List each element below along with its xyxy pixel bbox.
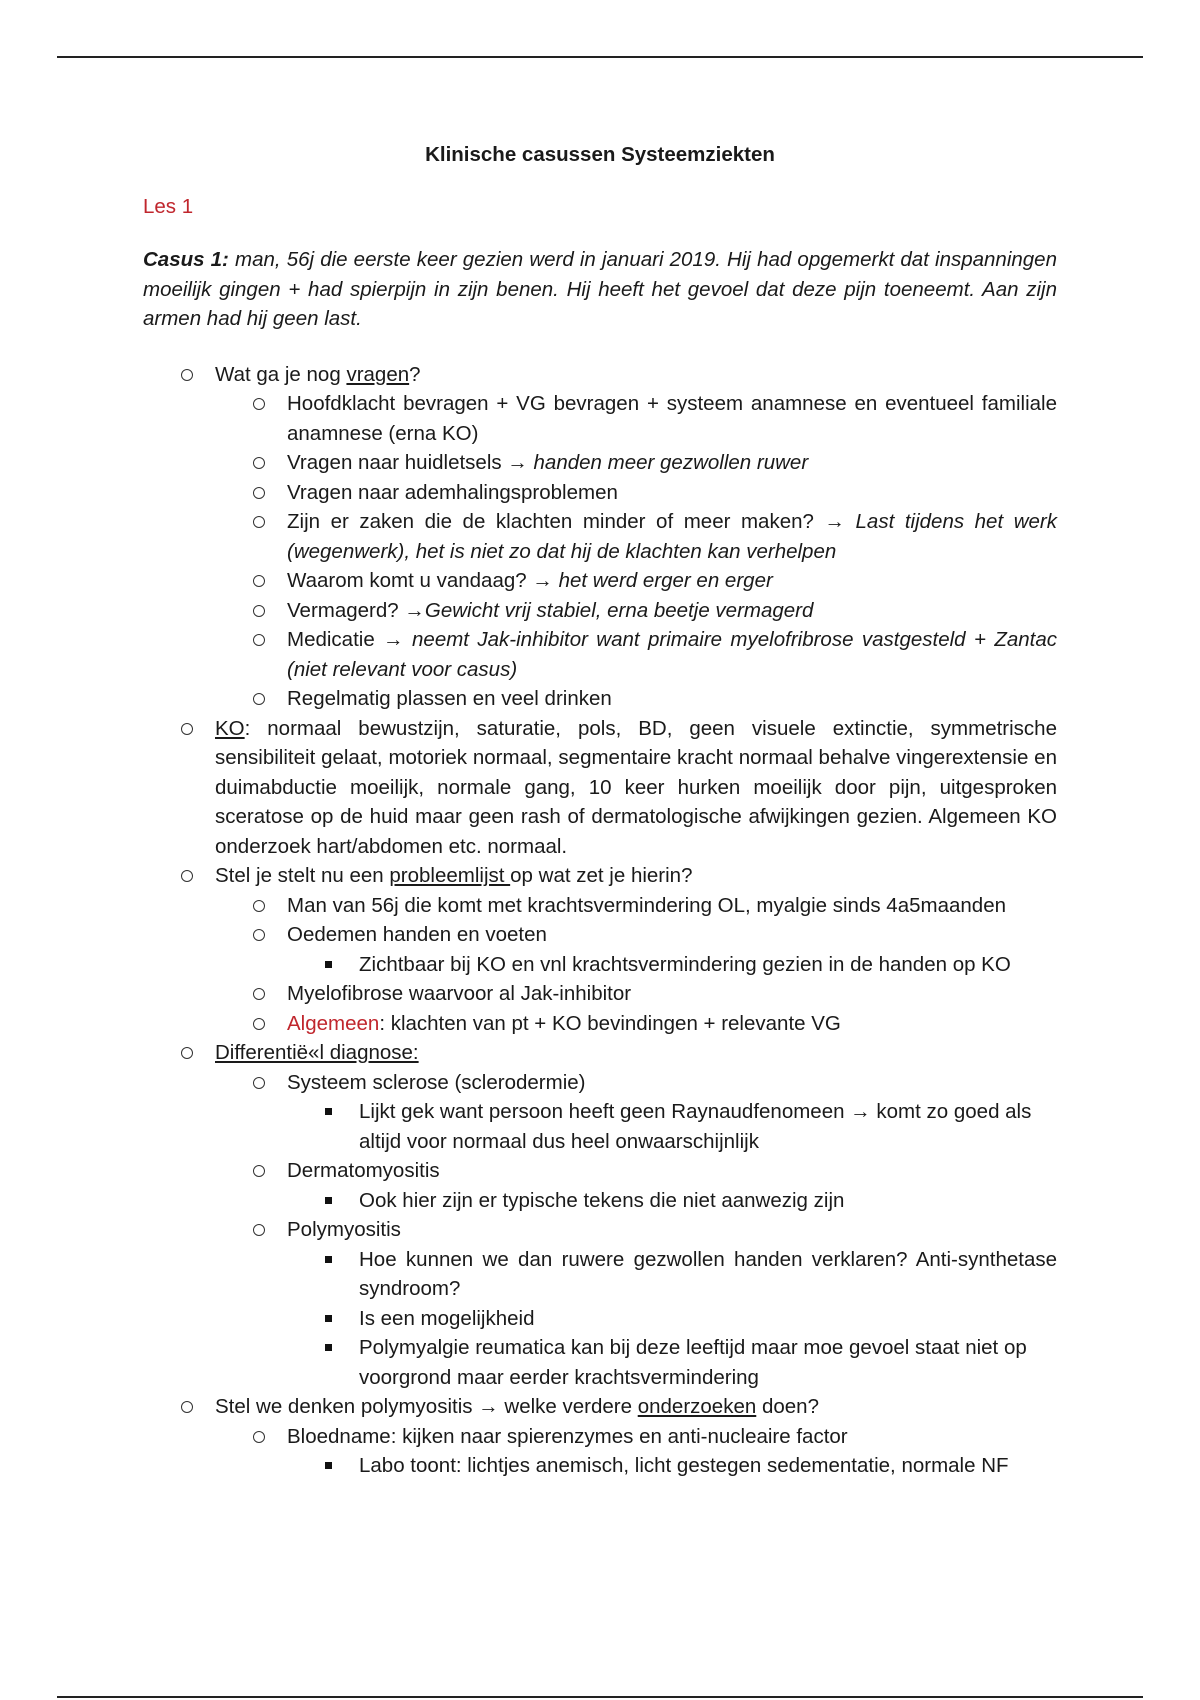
nested-list [287, 1245, 1057, 1393]
case-intro [143, 245, 1057, 334]
list-item: Waarom komt u vandaag? → het werd erger en erger [215, 566, 1057, 596]
list-item: Vermagerd? →Gewicht vrij stabiel, erna beetje vermagerd [215, 596, 1057, 626]
page-title: Klinische casussen Systeemziekten [425, 143, 775, 166]
case-label: Casus 1: [143, 248, 229, 271]
list-item: Polymyositis Hoe kunnen we dan ruwere gezwollen handen verklaren? Anti-synthetase syndroom? Is een mogelijkheid Polymyalgie reumatica kan bij deze leeftijd maar moe gevoel staat niet op voorgrond maar eerder krachtsvermindering [215, 1215, 1057, 1392]
circle-bullet-icon [253, 605, 265, 617]
list-item: Is een mogelijkheid [287, 1304, 1057, 1334]
list-item: Hoofdklacht bevragen + VG bevragen + systeem anamnese en eventueel familiale anamnese (erna KO) [215, 389, 1057, 448]
circle-bullet-icon [253, 988, 265, 1000]
list-item: Zichtbaar bij KO en vnl krachtsvermindering gezien in de handen op KO [287, 950, 1057, 980]
square-bullet-icon [325, 1462, 332, 1469]
circle-bullet-icon [181, 1047, 193, 1059]
circle-bullet-icon [181, 1401, 193, 1413]
square-bullet-icon [325, 1108, 332, 1115]
circle-bullet-icon [253, 1165, 265, 1177]
list-item: Lijkt gek want persoon heeft geen Raynaudfenomeen → komt zo goed als altijd voor normaal dus heel onwaarschijnlijk [287, 1097, 1057, 1156]
list-item-questions: Wat ga je nog vragen? Hoofdklacht bevragen + VG bevragen + systeem anamnese en eventueel familiale anamnese (erna KO) Vragen naar huidletsels → handen meer gezwollen ruwer Vragen naar ademhalingsproblemen Zijn er zaken die de klachten minder of meer maken? → Last tijdens het werk (wegenwerk), het is niet zo dat hij de klachten kan verhelpen Waarom komt u vandaag? → het werd erger en erger Vermagerd? →Gewicht vrij stabiel, erna beetje vermagerd Medicatie → neemt Jak-inhibitor want primaire myelofribrose vastgesteld + Zantac (niet relevant voor casus) Regelmatig plassen en veel drinken [143, 360, 1057, 714]
list-item-investigations: Stel we denken polymyositis → welke verdere onderzoeken doen? Bloedname: kijken naar spierenzymes en anti-nucleaire factor Labo toont: lichtjes anemisch, licht gestegen sedementatie, normale NF [143, 1392, 1057, 1481]
square-bullet-icon [325, 1197, 332, 1204]
circle-bullet-icon [181, 723, 193, 735]
circle-bullet-icon [253, 487, 265, 499]
circle-bullet-icon [181, 870, 193, 882]
nested-list [287, 1097, 1057, 1156]
list-item: Medicatie → neemt Jak-inhibitor want primaire myelofribrose vastgesteld + Zantac (niet relevant voor casus) [215, 625, 1057, 684]
list-item: Vragen naar ademhalingsproblemen [215, 478, 1057, 508]
list-item: Systeem sclerose (sclerodermie) Lijkt gek want persoon heeft geen Raynaudfenomeen → komt zo goed als altijd voor normaal dus heel onwaarschijnlijk [215, 1068, 1057, 1157]
square-bullet-icon [325, 961, 332, 968]
section-heading: Les 1 [143, 194, 194, 218]
list-item: Polymyalgie reumatica kan bij deze leeftijd maar moe gevoel staat niet op voorgrond maar eerder krachtsvermindering [287, 1333, 1057, 1392]
differential-sublist [143, 1068, 1057, 1393]
square-bullet-icon [325, 1315, 332, 1322]
main-list [143, 360, 1057, 1481]
circle-bullet-icon [181, 369, 193, 381]
list-item: Vragen naar huidletsels → handen meer gezwollen ruwer [215, 448, 1057, 478]
list-item-differential: Differentië«l diagnose: Systeem sclerose (sclerodermie) Lijkt gek want persoon heeft geen Raynaudfenomeen → komt zo goed als altijd voor normaal dus heel onwaarschijnlijk Dermatomyositis Ook hier zijn er typische tekens die niet aanwezig zijn Polymyositis Hoe kunnen we dan ruwere gezwollen handen verklaren? Anti-synthetase syndroom? Is een mogelijkheid Polymyalgie reumatica kan bij deze leeftijd maar moe gevoel staat niet op voorgrond maar eerder krachtsvermindering [143, 1038, 1057, 1392]
case-text: man, 56j die eerste keer gezien werd in januari 2019. Hij had opgemerkt dat inspanningen moeilijk gingen + had spierpijn in zijn benen. Hij heeft het gevoel dat deze pijn toeneemt. Aan zijn armen had hij geen last. [143, 248, 1057, 330]
nested-list [287, 950, 1057, 980]
list-item: Oedemen handen en voeten Zichtbaar bij KO en vnl krachtsvermindering gezien in de handen op KO [215, 920, 1057, 979]
list-item: Bloedname: kijken naar spierenzymes en anti-nucleaire factor Labo toont: lichtjes anemisch, licht gestegen sedementatie, normale NF [215, 1422, 1057, 1481]
list-item-problem-list: Stel je stelt nu een probleemlijst op wat zet je hierin? Man van 56j die komt met krachtsvermindering OL, myalgie sinds 4a5maanden Oedemen handen en voeten Zichtbaar bij KO en vnl krachtsvermindering gezien in de handen op KO Myelofibrose waarvoor al Jak-inhibitor Algemeen: klachten van pt + KO bevindingen + relevante VG [143, 861, 1057, 1038]
circle-bullet-icon [253, 1077, 265, 1089]
list-item-ko: KO: normaal bewustzijn, saturatie, pols, BD, geen visuele extinctie, symmetrische sensibiliteit gelaat, motoriek normaal, segmentaire kracht normaal behalve vingerextensie en duimabductie moeilijk, normale gang, 10 keer hurken moeilijk door pijn, uitgesproken sceratose op de huid maar geen rash of dermatologische afwijkingen gezien. Algemeen KO onderzoek hart/abdomen etc. normaal. [143, 714, 1057, 862]
circle-bullet-icon [253, 929, 265, 941]
list-item: Dermatomyositis Ook hier zijn er typische tekens die niet aanwezig zijn [215, 1156, 1057, 1215]
circle-bullet-icon [253, 1431, 265, 1443]
list-item: Regelmatig plassen en veel drinken [215, 684, 1057, 714]
list-item: Hoe kunnen we dan ruwere gezwollen handen verklaren? Anti-synthetase syndroom? [287, 1245, 1057, 1304]
circle-bullet-icon [253, 1224, 265, 1236]
circle-bullet-icon [253, 1018, 265, 1030]
list-item: Zijn er zaken die de klachten minder of meer maken? → Last tijdens het werk (wegenwerk), het is niet zo dat hij de klachten kan verhelpen [215, 507, 1057, 566]
square-bullet-icon [325, 1256, 332, 1263]
nested-list [287, 1451, 1057, 1481]
questions-sublist [143, 389, 1057, 714]
circle-bullet-icon [253, 634, 265, 646]
document-page [143, 140, 1057, 1481]
nested-list [287, 1186, 1057, 1216]
circle-bullet-icon [253, 457, 265, 469]
circle-bullet-icon [253, 398, 265, 410]
circle-bullet-icon [253, 693, 265, 705]
footer-rule [57, 1696, 1143, 1698]
circle-bullet-icon [253, 900, 265, 912]
circle-bullet-icon [253, 575, 265, 587]
square-bullet-icon [325, 1344, 332, 1351]
list-item: Myelofibrose waarvoor al Jak-inhibitor [215, 979, 1057, 1009]
investigations-sublist [143, 1422, 1057, 1481]
list-item: Labo toont: lichtjes anemisch, licht gestegen sedementatie, normale NF [287, 1451, 1057, 1481]
problem-sublist [143, 891, 1057, 1039]
list-item: Ook hier zijn er typische tekens die niet aanwezig zijn [287, 1186, 1057, 1216]
circle-bullet-icon [253, 516, 265, 528]
header-rule [57, 56, 1143, 58]
list-item: Man van 56j die komt met krachtsvermindering OL, myalgie sinds 4a5maanden [215, 891, 1057, 921]
list-item: Algemeen: klachten van pt + KO bevindingen + relevante VG [215, 1009, 1057, 1039]
